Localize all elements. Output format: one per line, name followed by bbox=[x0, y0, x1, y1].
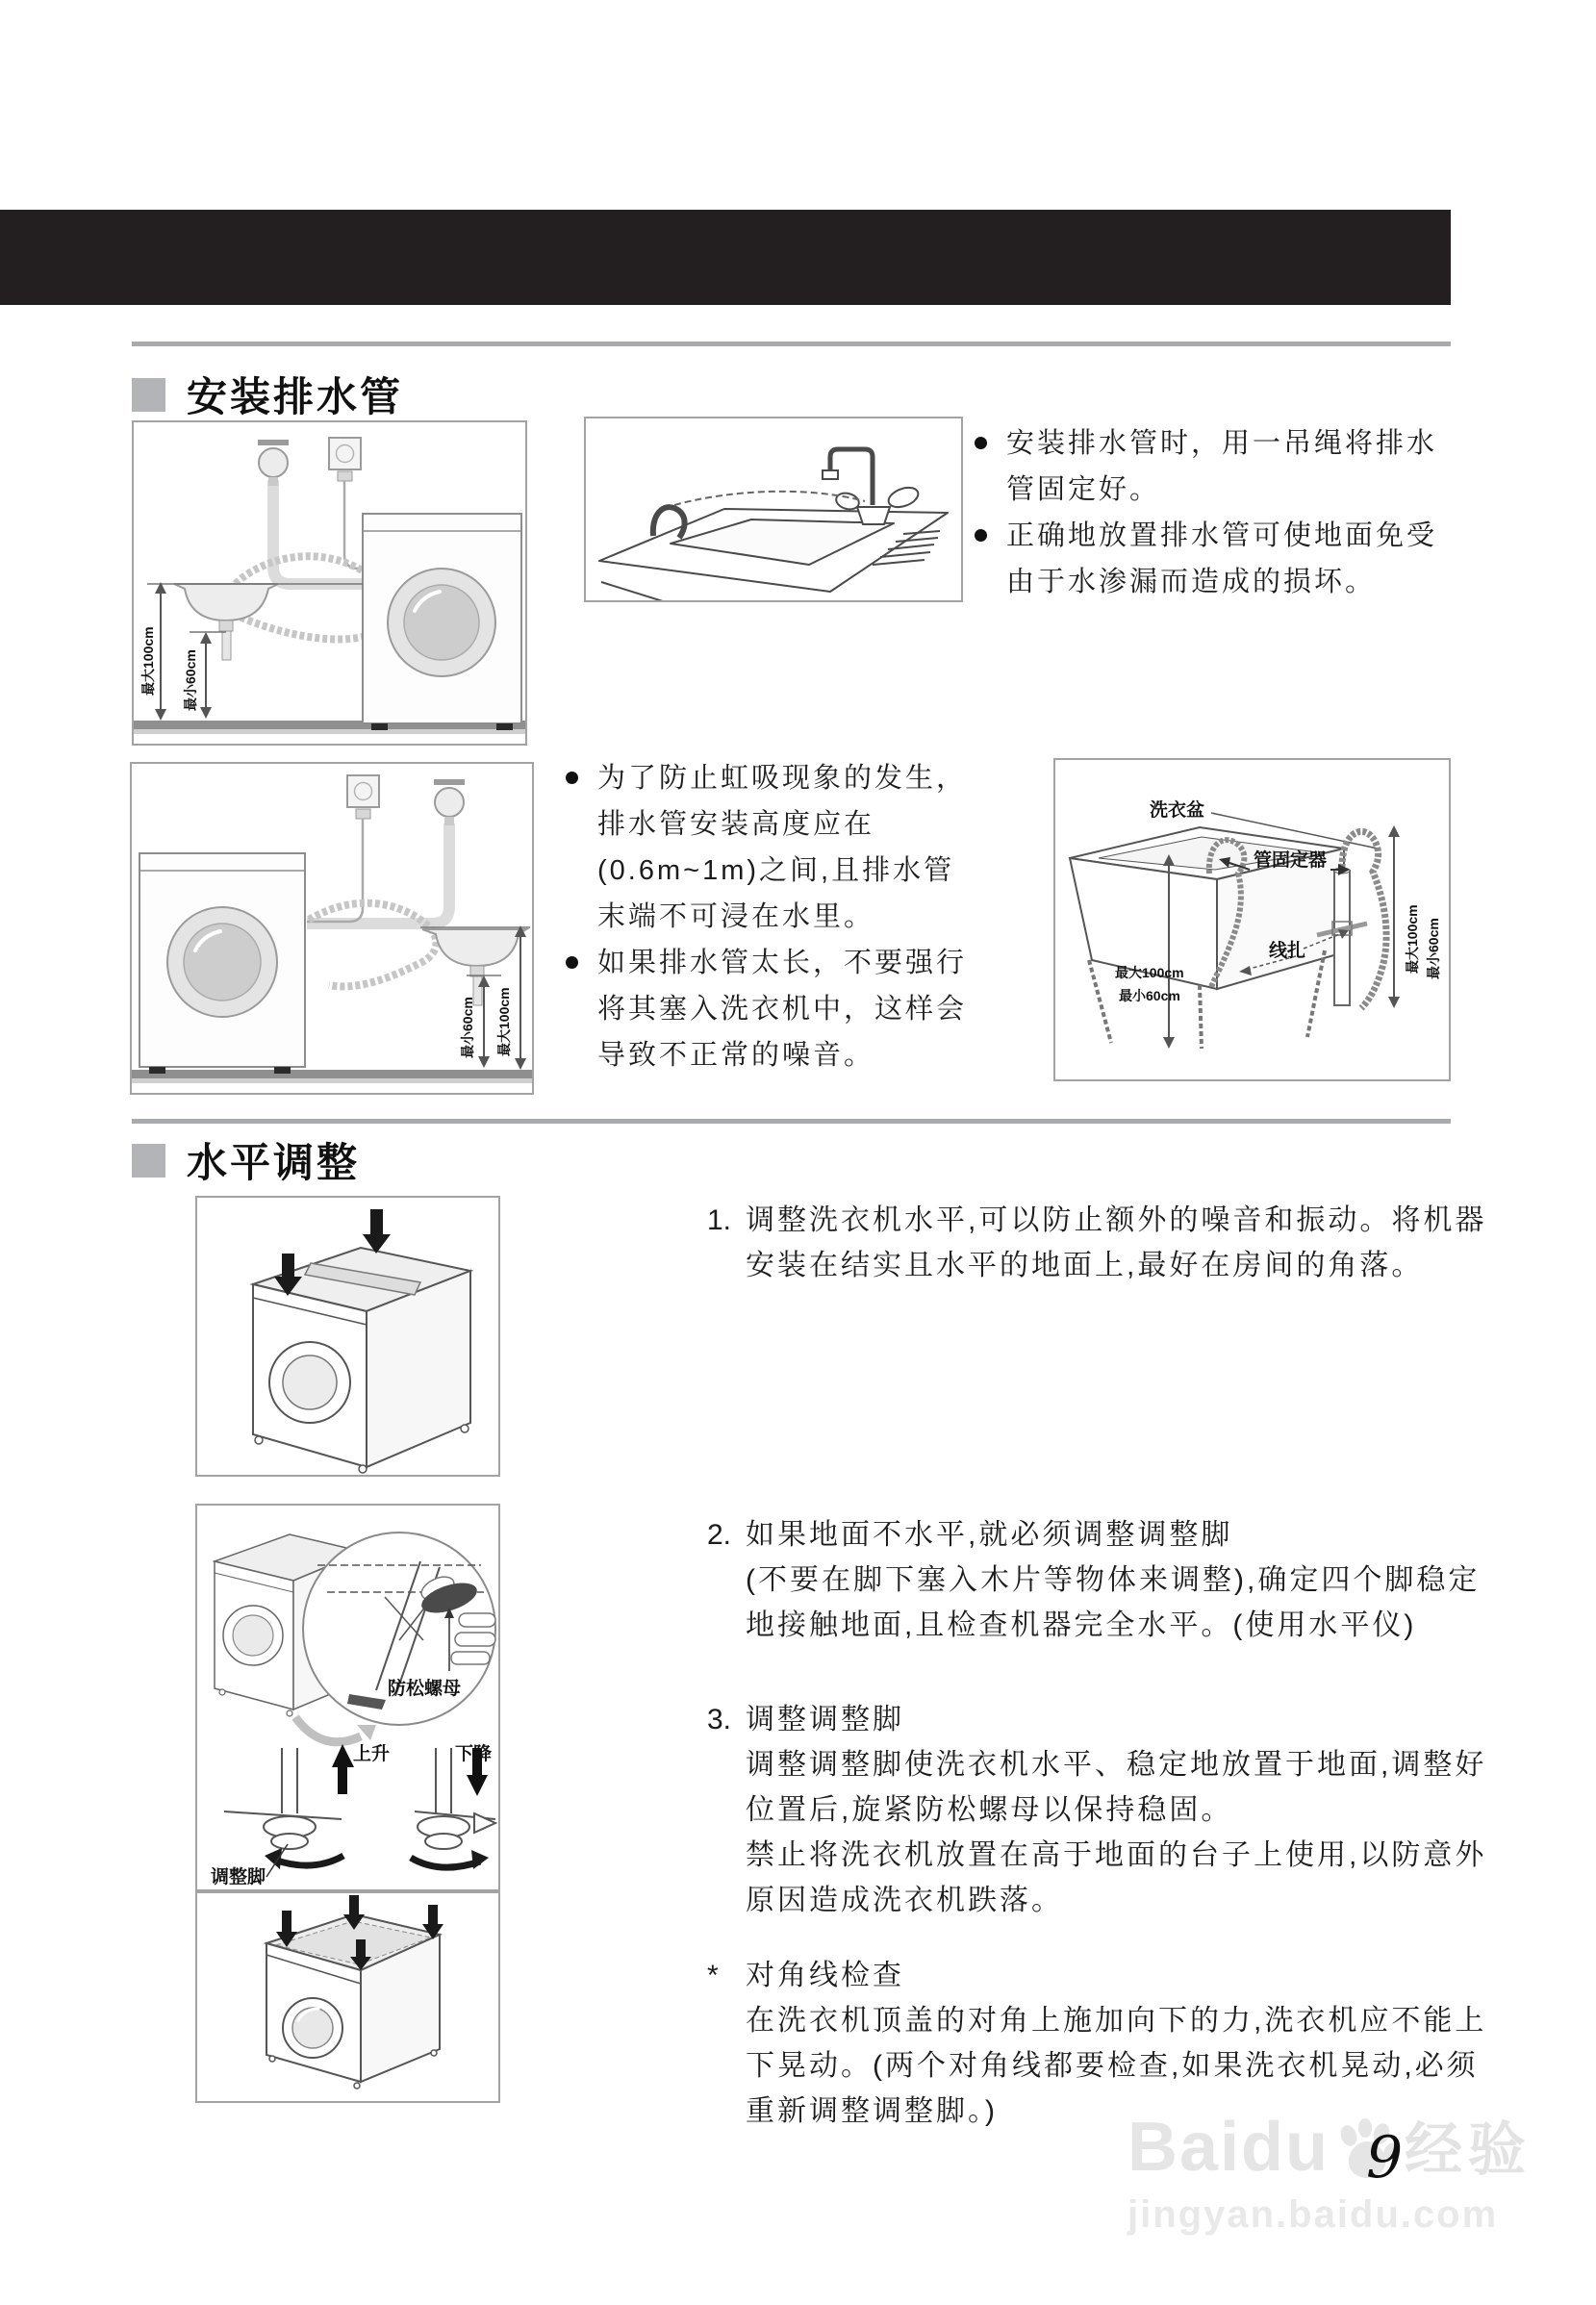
page-number: 9 bbox=[1366, 2124, 1404, 2191]
sink bbox=[174, 584, 278, 660]
section-divider bbox=[132, 1119, 1451, 1124]
locknut-label: 防松螺母 bbox=[388, 1679, 462, 1699]
side-min-label: 最小60cm bbox=[1426, 918, 1441, 979]
max-height-label: 最大100cm bbox=[496, 987, 512, 1056]
diagonal-check-diagram bbox=[197, 1893, 498, 2101]
lower-label: 下降 bbox=[455, 1744, 493, 1764]
figure-drain-hose-left bbox=[132, 420, 527, 746]
cable-tie-label: 线扎 bbox=[1269, 941, 1306, 961]
faucet-icon bbox=[258, 440, 289, 486]
foot-raise-detail bbox=[224, 1744, 354, 1877]
item-text bbox=[746, 1953, 1491, 2134]
figure-sink-hose bbox=[584, 417, 963, 602]
section1-title: 安装排水管 bbox=[187, 374, 404, 419]
figure-laundry-basin bbox=[1053, 758, 1451, 1081]
side-max-label: 最大100cm bbox=[1405, 904, 1420, 974]
page-header-band bbox=[0, 210, 1451, 305]
bullet-dot-icon bbox=[566, 772, 578, 784]
figure-level-push bbox=[195, 1196, 500, 1477]
item-number: 3. bbox=[707, 1704, 732, 1735]
figure-diagonal-check bbox=[195, 1891, 500, 2103]
washing-machine-front bbox=[363, 514, 521, 730]
drain-hose-diagram-1 bbox=[134, 422, 525, 744]
sink-hose-diagram bbox=[586, 418, 961, 600]
section2-header bbox=[132, 1131, 360, 1189]
item-line: 如果地面不水平,就必须调整调整脚 bbox=[746, 1519, 1233, 1551]
section-bullet-square bbox=[132, 378, 165, 412]
section-bullet-square bbox=[132, 1144, 165, 1178]
foot-lower-detail bbox=[411, 1748, 495, 1869]
figure-drain-hose-right bbox=[130, 762, 534, 1095]
item-line: 禁止将洗衣机放置在高于地面的台子上使用,以防意外原因造成洗衣机跌落。 bbox=[746, 1839, 1487, 1916]
faucet-icon bbox=[434, 779, 465, 825]
adjust-feet-diagram bbox=[197, 1506, 498, 1889]
watermark-url: jingyan.baidu.com bbox=[1127, 2193, 1499, 2236]
watermark-baidu-text: Baidu bbox=[1127, 2109, 1330, 2186]
inner-max-label: 最大100cm bbox=[1115, 965, 1184, 980]
basin-label: 洗衣盆 bbox=[1150, 800, 1205, 821]
section1-header bbox=[132, 366, 403, 423]
figure-adjust-feet bbox=[195, 1504, 500, 1891]
item-line: 对角线检查 bbox=[746, 1960, 904, 1991]
min-height-label: 最小60cm bbox=[183, 649, 198, 711]
drain-hose-diagram-2 bbox=[132, 764, 532, 1093]
instruction-item-1 bbox=[707, 1198, 1491, 1288]
item-line: 在洗衣机顶盖的对角上施加向下的力,洗衣机应不能上下晃动。(两个对角线都要检查,如果洗衣机晃动,必须重新调整调整脚。) bbox=[746, 2005, 1487, 2127]
basin-diagram bbox=[1055, 760, 1449, 1079]
floor bbox=[132, 1070, 532, 1083]
washing-machine-front bbox=[139, 853, 305, 1074]
instruction-item-3 bbox=[707, 1697, 1491, 1923]
level-push-diagram bbox=[197, 1198, 498, 1475]
washing-machine-iso bbox=[266, 1914, 440, 2089]
supply-pipe bbox=[307, 823, 449, 924]
raise-label: 上升 bbox=[353, 1744, 391, 1764]
list-item: 为了防止虹吸现象的发生，排水管安装高度应在(0.6m~1m)之间,且排水管末端不可浸在水里。 bbox=[566, 755, 1018, 940]
item-text: 调整洗衣机水平,可以防止额外的噪音和振动。将机器安装在结实且水平的地面上,最好在房间的角落。 bbox=[746, 1204, 1487, 1281]
bullet-dot-icon bbox=[975, 437, 987, 449]
drain-hose bbox=[309, 903, 437, 987]
item-number: 1. bbox=[707, 1204, 732, 1236]
min-height-label: 最小60cm bbox=[460, 997, 475, 1058]
drain-notes-mid bbox=[566, 755, 1018, 1078]
drain-notes-top bbox=[975, 420, 1475, 605]
item-text bbox=[746, 1512, 1491, 1648]
section-divider bbox=[132, 342, 1451, 346]
zoom-arrow bbox=[295, 1717, 361, 1742]
outlet-icon bbox=[329, 438, 365, 569]
instruction-item-star bbox=[707, 1953, 1491, 2134]
bullet-dot-icon bbox=[975, 529, 987, 542]
instruction-item-2 bbox=[707, 1512, 1491, 1648]
watermark-cn-text: 经验 bbox=[1405, 2117, 1533, 2182]
max-height-label: 最大100cm bbox=[140, 626, 156, 696]
list-item: 正确地放置排水管可使地面免受由于水渗漏而造成的损坏。 bbox=[975, 513, 1475, 605]
item-marker: * bbox=[707, 1960, 719, 1991]
hose-fixer-label: 管固定器 bbox=[1254, 850, 1328, 871]
inner-min-label: 最小60cm bbox=[1119, 988, 1180, 1003]
list-item: 如果排水管太长，不要强行将其塞入洗衣机中，这样会导致不正常的噪音。 bbox=[566, 940, 1018, 1078]
item-number: 2. bbox=[707, 1519, 732, 1551]
section2-title: 水平调整 bbox=[187, 1140, 361, 1185]
bullet-dot-icon bbox=[566, 956, 578, 969]
item-line: 调整调整脚 bbox=[746, 1704, 904, 1735]
adjust-foot-label: 调整脚 bbox=[211, 1867, 266, 1887]
item-text bbox=[746, 1697, 1491, 1923]
list-item: 安装排水管时，用一吊绳将排水管固定好。 bbox=[975, 420, 1475, 513]
item-line: (不要在脚下塞入木片等物体来调整),确定四个脚稳定地接触地面,且检查机器完全水平。(使用水平仪) bbox=[746, 1564, 1481, 1641]
item-line: 调整调整脚使洗衣机水平、稳定地放置于地面,调整好位置后,旋紧防松螺母以保持稳固。 bbox=[746, 1749, 1487, 1826]
watermark-brand bbox=[1127, 2109, 1533, 2186]
